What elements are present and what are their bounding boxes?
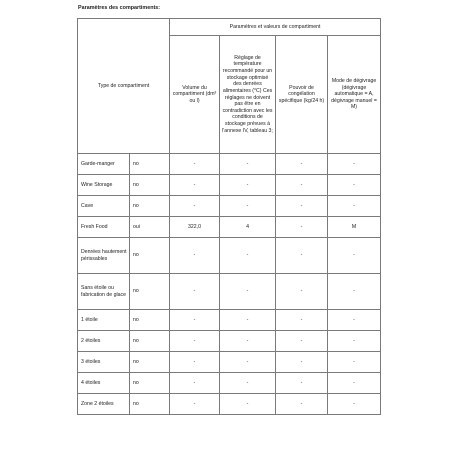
volume-value: 322,0 [170, 217, 220, 238]
defrost-mode-value: - [328, 394, 381, 415]
volume-value: - [170, 331, 220, 352]
parameters-group-header: Paramètres et valeurs de compartiment [170, 19, 381, 36]
table-row [78, 394, 381, 415]
freezing-capacity-value: - [276, 274, 328, 310]
freezing-capacity-value: - [276, 310, 328, 331]
present-value: no [130, 331, 170, 352]
temperature-value: - [220, 394, 276, 415]
defrost-mode-value: - [328, 274, 381, 310]
defrost-mode-value: - [328, 238, 381, 274]
present-value: oui [130, 217, 170, 238]
section-title: Paramètres des compartiments: [78, 5, 161, 11]
compartment-type-header: Type de compartiment [78, 19, 170, 154]
present-value: no [130, 394, 170, 415]
defrost-mode-value: - [328, 352, 381, 373]
present-value: no [130, 352, 170, 373]
present-value: no [130, 310, 170, 331]
volume-value: - [170, 352, 220, 373]
table-row [78, 373, 381, 394]
freezing-capacity-value: - [276, 154, 328, 175]
compartment-name: Zone 2 étoiles [78, 394, 130, 415]
volume-value: - [170, 394, 220, 415]
temperature-value: - [220, 154, 276, 175]
compartment-name: Denrées hautement périssables [78, 238, 130, 274]
compartment-name: 3 étoiles [78, 352, 130, 373]
freezing-capacity-value: - [276, 373, 328, 394]
compartment-name: Garde-manger [78, 154, 130, 175]
freezing-capacity-value: - [276, 331, 328, 352]
compartment-name: 1 étoile [78, 310, 130, 331]
freezing-capacity-value: - [276, 394, 328, 415]
temperature-value: - [220, 175, 276, 196]
table-row [78, 196, 381, 217]
present-value: no [130, 175, 170, 196]
freezing-capacity-value: - [276, 217, 328, 238]
volume-value: - [170, 175, 220, 196]
table-row [78, 154, 381, 175]
freezing-capacity-header: Pouvoir de congélation spécifique (kg/24 h) [276, 36, 328, 154]
freezing-capacity-value: - [276, 196, 328, 217]
temperature-value: - [220, 274, 276, 310]
temperature-value: - [220, 352, 276, 373]
volume-value: - [170, 154, 220, 175]
table-row [78, 310, 381, 331]
volume-header: Volume du compartiment (dm³ ou l) [170, 36, 220, 154]
volume-value: - [170, 196, 220, 217]
compartment-name: Sans étoile ou fabrication de glace [78, 274, 130, 310]
compartment-name: Cave [78, 196, 130, 217]
defrost-mode-value: - [328, 331, 381, 352]
defrost-mode-value: - [328, 154, 381, 175]
table-row [78, 352, 381, 373]
compartment-name: Fresh Food [78, 217, 130, 238]
freezing-capacity-value: - [276, 175, 328, 196]
defrost-mode-value: - [328, 196, 381, 217]
present-value: no [130, 373, 170, 394]
temperature-header: Réglage de température recommandé pour un stockage optimisé des denrées alimentaires (°C) Ces réglages ne doivent pas être en contradiction avec les conditions de stockage prévues à l'annexe IV, tableau 3; [220, 36, 276, 154]
defrost-mode-value: - [328, 373, 381, 394]
defrost-mode-value: - [328, 175, 381, 196]
present-value: no [130, 274, 170, 310]
temperature-value: - [220, 373, 276, 394]
table-row [78, 331, 381, 352]
defrost-mode-value: M [328, 217, 381, 238]
temperature-value: - [220, 196, 276, 217]
compartment-name: 4 étoiles [78, 373, 130, 394]
table-row [78, 217, 381, 238]
table-row [78, 238, 381, 274]
temperature-value: - [220, 310, 276, 331]
table-row [78, 274, 381, 310]
volume-value: - [170, 373, 220, 394]
freezing-capacity-value: - [276, 352, 328, 373]
present-value: no [130, 238, 170, 274]
volume-value: - [170, 238, 220, 274]
temperature-value: - [220, 331, 276, 352]
present-value: no [130, 196, 170, 217]
volume-value: - [170, 274, 220, 310]
temperature-value: - [220, 238, 276, 274]
temperature-value: 4 [220, 217, 276, 238]
freezing-capacity-value: - [276, 238, 328, 274]
present-value: no [130, 154, 170, 175]
defrost-mode-value: - [328, 310, 381, 331]
compartment-name: 2 étoiles [78, 331, 130, 352]
defrost-mode-header: Mode de dégivrage (dégivrage automatique = A, dégivrage manuel = M) [328, 36, 381, 154]
table-row [78, 175, 381, 196]
volume-value: - [170, 310, 220, 331]
compartment-parameters-table [77, 18, 381, 415]
compartment-name: Wine Storage [78, 175, 130, 196]
